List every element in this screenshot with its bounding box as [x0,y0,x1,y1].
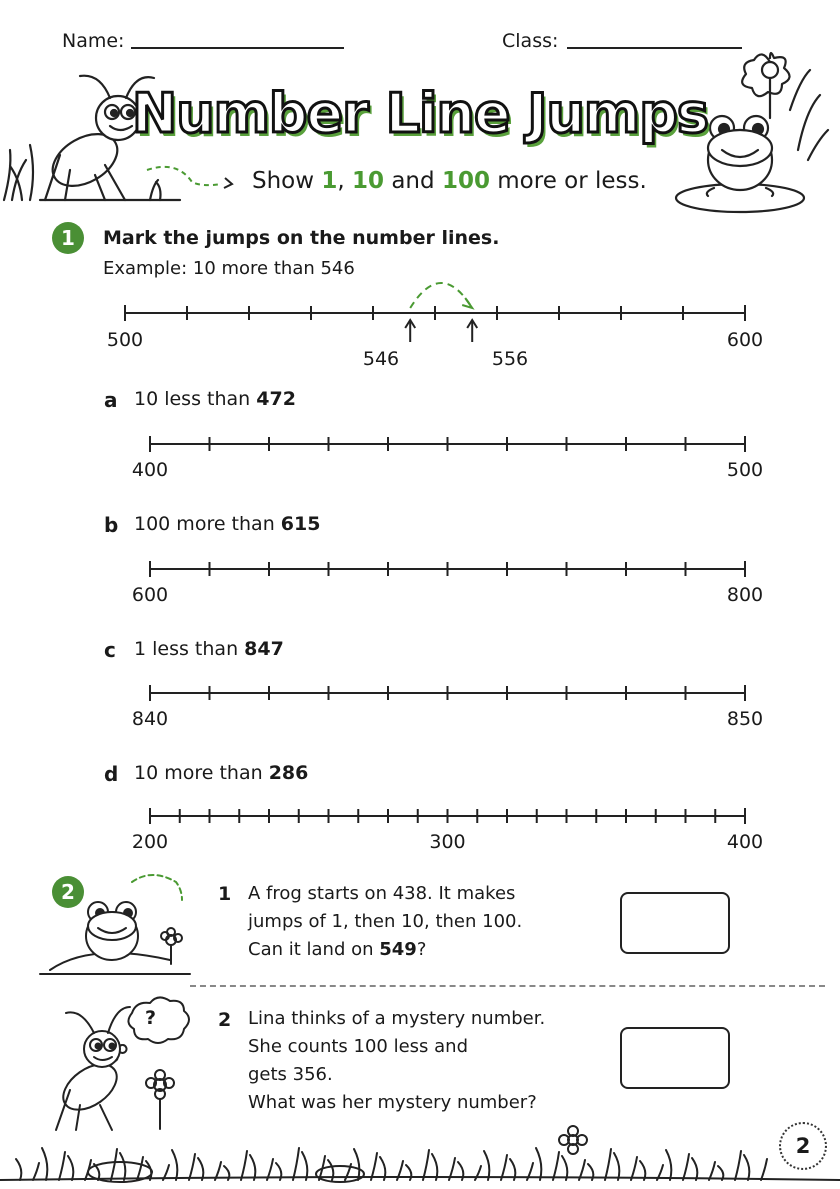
part-c-tick-label: 850 [726,708,764,730]
problem-1-line: A frog starts on 438. It makes [248,883,516,904]
part-a-number: 472 [256,388,296,410]
example-jump-to-label: 556 [491,348,529,370]
part-b-tick-label: 800 [726,584,764,606]
problem-2-line: What was her mystery number? [248,1092,537,1113]
example-label: Example: 10 more than 546 [103,258,355,279]
problem-2-number: 2 [218,1009,232,1031]
part-d-number: 286 [268,762,309,784]
part-b-instruction: 100 more than [134,513,281,535]
part-a-letter: a [104,388,118,412]
example-start-label: 500 [106,329,144,351]
part-c-letter: c [104,638,116,662]
part-c-number: 847 [244,638,284,660]
subtitle-number-100: 100 [441,168,490,194]
question-1-heading: Mark the jumps on the number lines. [103,227,500,249]
part-a-tick-label: 500 [726,459,764,481]
part-d-tick-label: 400 [726,831,764,853]
problem-1-question-mark: ? [416,939,427,960]
part-b-tick-label: 600 [131,584,169,606]
name-label: Name: [62,30,125,52]
page-number: 2 [779,1122,827,1170]
problem-1-question: Can it land on [248,939,380,960]
problem-2-line: Lina thinks of a mystery number. [248,1008,546,1029]
grass-icon [0,1110,840,1189]
part-d-letter: d [104,762,119,786]
question-1-badge: 1 [52,222,84,254]
part-d-instruction: 10 more than [134,762,269,784]
subtitle-number-10: 10 [352,168,385,194]
page-title: Number Line Jumps [132,82,708,145]
problem-2-line: gets 356. [248,1064,333,1085]
problem-1-line [248,936,588,964]
part-c-instruction: 1 less than [134,638,245,660]
part-b-letter: b [104,513,119,537]
subtitle-text: Show [252,168,322,194]
problem-2-text [248,1005,588,1117]
example-end-label: 600 [726,329,764,351]
subtitle-separator: , [337,168,353,194]
part-a-instruction: 10 less than [134,388,257,410]
frog-icon [40,870,200,980]
problem-2-line: She counts 100 less and [248,1036,469,1057]
problem-1-answer-box[interactable] [620,892,730,954]
class-label: Class: [502,30,559,52]
problem-1-number: 1 [218,883,232,905]
question-2-badge: 2 [52,876,84,908]
problem-1-text [248,880,588,964]
part-a-tick-label: 400 [131,459,169,481]
subtitle-separator: and [384,168,442,194]
problem-1-target-number: 549 [379,939,417,960]
part-c-tick-label: 840 [131,708,169,730]
thought-bubble-icon: ? [145,1007,157,1029]
part-b-number: 615 [280,513,321,535]
subtitle-text: more or less. [489,168,647,194]
problem-1-line: jumps of 1, then 10, then 100. [248,911,523,932]
example-jump-from-label: 546 [362,348,400,370]
part-d-tick-label: 300 [429,831,466,853]
problem-2-answer-box[interactable] [620,1027,730,1089]
part-d-tick-label: 200 [131,831,169,853]
divider [190,985,825,987]
subtitle-number-1: 1 [321,168,338,194]
